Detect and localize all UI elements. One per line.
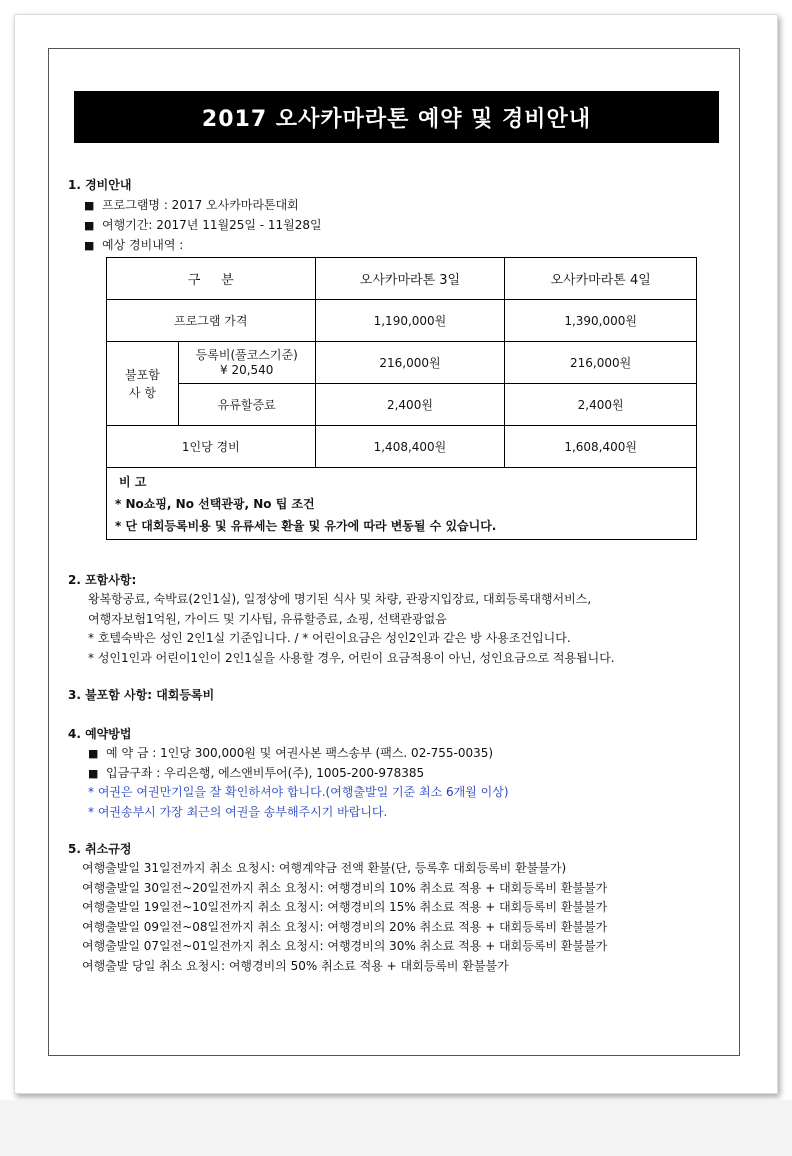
reg-fee-4day: 216,000원 xyxy=(505,342,697,384)
note-line-1: * No쇼핑, No 선택관광, No 팁 조건 xyxy=(115,496,315,511)
account-line xyxy=(88,764,424,781)
program-price-label: 프로그램 가격 xyxy=(107,300,316,342)
section-5-heading: 5. 취소규정 xyxy=(68,842,132,856)
section-3-heading: 3. 불포함 사항: 대회등록비 xyxy=(68,688,215,702)
section-2-heading: 2. 포함사항: xyxy=(68,573,137,587)
reg-fee-label xyxy=(178,342,315,384)
included-line-3: * 호텔숙박은 성인 2인1실 기준입니다. / * 어린이요금은 성인2인과 같은 방 사용조건입니다. xyxy=(88,631,571,645)
reg-fee-label-line1: 등록비(풀코스기준) xyxy=(195,347,298,362)
cancel-rule: 여행출발일 31일전까지 취소 요청시: 여행계약금 전액 환불(단, 등록후 대회등록비 환불불가) xyxy=(82,861,567,875)
section-1-heading: 1. 경비안내 xyxy=(68,178,132,192)
bullet-square-icon: ■ xyxy=(88,767,99,780)
estimate-text: 예상 경비내역 : xyxy=(102,238,184,252)
program-line xyxy=(84,196,299,213)
bullet-square-icon: ■ xyxy=(84,219,95,232)
fuel-3day: 2,400원 xyxy=(315,384,505,426)
excluded-label: 불포함 사 항 xyxy=(107,342,179,426)
fuel-label: 유류할증료 xyxy=(178,384,315,426)
included-line-1: 왕복항공료, 숙박료(2인1실), 일정상에 명기된 식사 및 차량, 관광지입장료, 대회등록대행서비스, xyxy=(88,592,592,606)
table-row xyxy=(107,300,697,342)
table-row xyxy=(107,426,697,468)
header-3day: 오사카마라톤 3일 xyxy=(315,258,505,300)
period-text: 여행기간: 2017년 11월25일 - 11월28일 xyxy=(102,218,322,232)
cost-table xyxy=(106,257,697,540)
table-row xyxy=(107,342,697,384)
header-4day: 오사카마라톤 4일 xyxy=(505,258,697,300)
table-row xyxy=(107,384,697,426)
page-bottom-band xyxy=(0,1100,792,1156)
deposit-line xyxy=(88,744,493,761)
included-line-4: * 성인1인과 어린이1인이 2인1실을 사용할 경우, 어린이 요금적용이 아닌, 성인요금으로 적용됩니다. xyxy=(88,651,615,665)
per-person-4day: 1,608,400원 xyxy=(505,426,697,468)
cancel-rule: 여행출발일 30일전~20일전까지 취소 요청시: 여행경비의 10% 취소료 적용 + 대회등록비 환불불가 xyxy=(82,881,608,895)
estimate-line xyxy=(84,236,183,253)
fuel-4day: 2,400원 xyxy=(505,384,697,426)
section-4-heading: 4. 예약방법 xyxy=(68,727,132,741)
note-line-2: * 단 대회등록비용 및 유류세는 환율 및 유가에 따라 변동될 수 있습니다. xyxy=(115,518,497,533)
account-text: 입금구좌 : 우리은행, 에스앤비투어(주), 1005-200-978385 xyxy=(106,766,425,780)
reg-fee-3day: 216,000원 xyxy=(315,342,505,384)
program-price-3day: 1,190,000원 xyxy=(315,300,505,342)
program-text: 프로그램명 : 2017 오사카마라톤대회 xyxy=(102,198,299,212)
table-note xyxy=(107,468,697,540)
cancel-rule: 여행출발일 19일전~10일전까지 취소 요청시: 여행경비의 15% 취소료 적용 + 대회등록비 환불불가 xyxy=(82,900,608,914)
table-header-row xyxy=(107,258,697,300)
period-line xyxy=(84,216,322,233)
passport-note-2: * 여권송부시 가장 최근의 여권을 송부해주시기 바랍니다. xyxy=(88,805,388,819)
cancel-rule: 여행출발 당일 취소 요청시: 여행경비의 50% 취소료 적용 + 대회등록비 환불불가 xyxy=(82,959,509,973)
note-title: 비 고 xyxy=(119,474,147,489)
bullet-square-icon: ■ xyxy=(84,199,95,212)
page-title: 2017 오사카마라톤 예약 및 경비안내 xyxy=(74,91,719,143)
per-person-3day: 1,408,400원 xyxy=(315,426,505,468)
table-note-row xyxy=(107,468,697,540)
included-line-2: 여행자보험1억원, 가이드 및 기사팁, 유류할증료, 쇼핑, 선택관광없음 xyxy=(88,612,447,626)
program-price-4day: 1,390,000원 xyxy=(505,300,697,342)
header-category: 구 분 xyxy=(107,258,316,300)
cancel-rule: 여행출발일 07일전~01일전까지 취소 요청시: 여행경비의 30% 취소료 적용 + 대회등록비 환불불가 xyxy=(82,939,608,953)
bullet-square-icon: ■ xyxy=(84,239,95,252)
deposit-text: 예 약 금 : 1인당 300,000원 및 여권사본 팩스송부 (팩스. 02-755-0035) xyxy=(106,746,494,760)
reg-fee-label-line2: ¥ 20,540 xyxy=(220,362,274,377)
per-person-label: 1인당 경비 xyxy=(107,426,316,468)
passport-note-1: * 여권은 여권만기일을 잘 확인하셔야 합니다.(여행출발일 기준 최소 6개월 이상) xyxy=(88,785,509,799)
bullet-square-icon: ■ xyxy=(88,747,99,760)
cancel-rule: 여행출발일 09일전~08일전까지 취소 요청시: 여행경비의 20% 취소료 적용 + 대회등록비 환불불가 xyxy=(82,920,608,934)
